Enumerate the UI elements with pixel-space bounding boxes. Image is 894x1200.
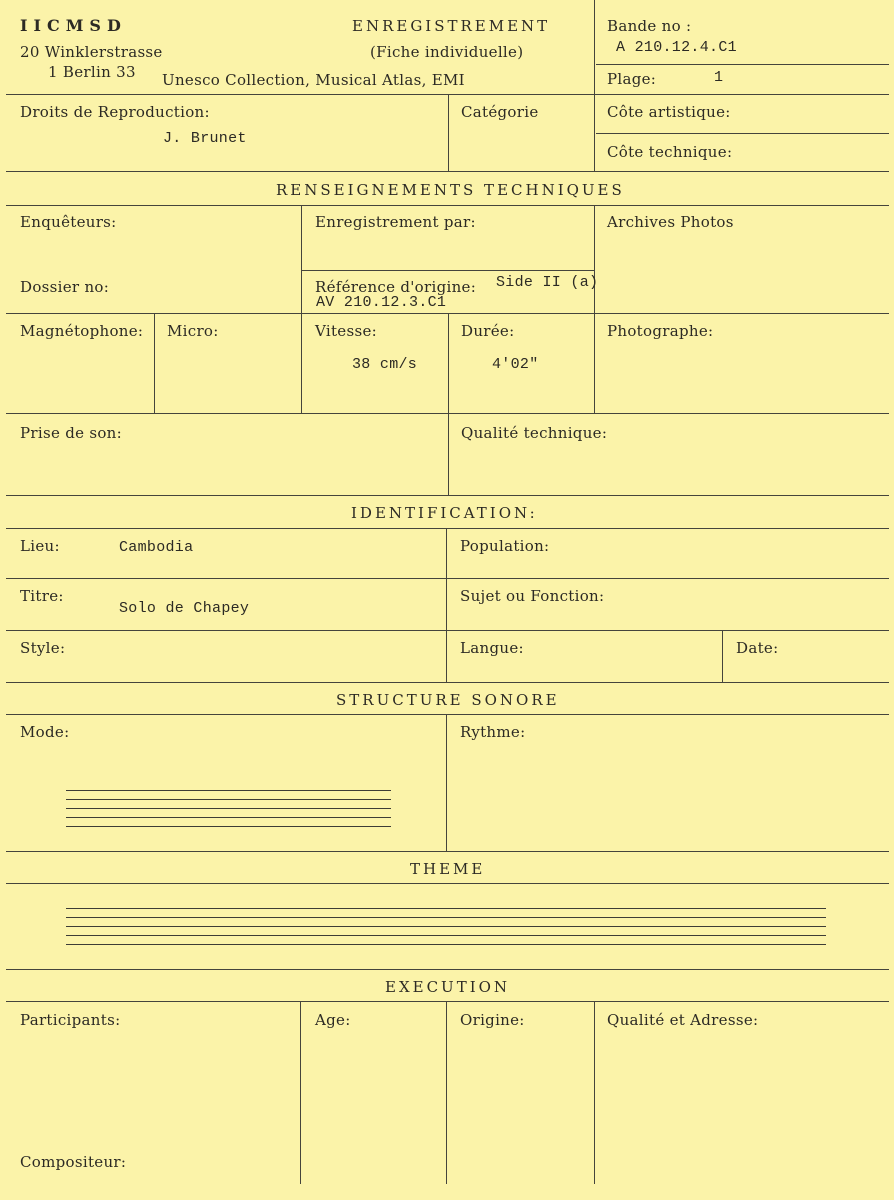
sujet-label: Sujet ou Fonction: <box>460 587 605 605</box>
origine-label: Origine: <box>460 1011 525 1029</box>
rule <box>446 714 447 851</box>
date-label: Date: <box>736 639 779 657</box>
titre-label: Titre: <box>20 587 64 605</box>
titre-value: Solo de Chapey <box>119 600 250 617</box>
photographe-label: Photographe: <box>607 322 714 340</box>
staff-line <box>66 926 826 927</box>
qualite-technique-label: Qualité technique: <box>461 424 608 442</box>
reference-side: Side II (a) <box>496 274 599 291</box>
section-title-execution: EXECUTION <box>385 978 511 996</box>
form-title: ENREGISTREMENT <box>352 17 551 35</box>
rule <box>6 205 889 206</box>
section-title-theme: THEME <box>410 860 486 878</box>
magnetophone-label: Magnétophone: <box>20 322 144 340</box>
rule <box>6 1001 889 1002</box>
categorie-label: Catégorie <box>461 103 539 121</box>
rule <box>446 1001 447 1184</box>
rule <box>302 270 594 271</box>
section-title-technique: RENSEIGNEMENTS TECHNIQUES <box>276 181 625 199</box>
rule <box>446 528 447 682</box>
prise-de-son-label: Prise de son: <box>20 424 122 442</box>
population-label: Population: <box>460 537 550 555</box>
rule <box>596 64 889 65</box>
rule <box>448 94 449 171</box>
duree-value: 4'02" <box>492 356 539 373</box>
staff-line <box>66 790 391 791</box>
staff-line <box>66 799 391 800</box>
staff-line <box>66 826 391 827</box>
plage-value: 1 <box>714 69 724 86</box>
rule <box>6 171 889 172</box>
qualite-adresse-label: Qualité et Adresse: <box>607 1011 759 1029</box>
staff-line <box>66 917 826 918</box>
staff-line <box>66 908 826 909</box>
bande-label: Bande no : <box>607 17 692 35</box>
mode-label: Mode: <box>20 723 70 741</box>
bande-value: A 210.12.4.C1 <box>616 39 737 56</box>
reference-label: Référence d'origine: <box>315 278 477 296</box>
section-title-identification: IDENTIFICATION: <box>351 504 538 522</box>
logo-text: IICMSD <box>20 16 127 35</box>
rule <box>6 851 889 852</box>
plage-label: Plage: <box>607 70 657 88</box>
rule <box>596 133 889 134</box>
vitesse-value: 38 cm/s <box>352 356 418 373</box>
collection-name: Unesco Collection, Musical Atlas, EMI <box>162 71 465 89</box>
institute-logo <box>20 16 127 35</box>
rule <box>594 0 595 171</box>
participants-label: Participants: <box>20 1011 121 1029</box>
vitesse-label: Vitesse: <box>315 322 377 340</box>
rule <box>6 495 889 496</box>
micro-label: Micro: <box>167 322 219 340</box>
rule <box>6 883 889 884</box>
rule <box>6 578 889 579</box>
rule <box>722 630 723 682</box>
rule <box>300 1001 301 1184</box>
rule <box>6 969 889 970</box>
staff-line <box>66 944 826 945</box>
cote-artistique-label: Côte artistique: <box>607 103 731 121</box>
lieu-label: Lieu: <box>20 537 60 555</box>
address-line-1: 20 Winklerstrasse <box>20 43 163 61</box>
lieu-value: Cambodia <box>119 539 194 556</box>
age-label: Age: <box>315 1011 351 1029</box>
cote-technique-label: Côte technique: <box>607 143 733 161</box>
style-label: Style: <box>20 639 66 657</box>
rule <box>6 630 889 631</box>
enqueteurs-label: Enquêteurs: <box>20 213 117 231</box>
staff-line <box>66 817 391 818</box>
langue-label: Langue: <box>460 639 524 657</box>
section-title-structure: STRUCTURE SONORE <box>336 691 560 709</box>
address-line-2: 1 Berlin 33 <box>48 63 136 81</box>
droits-value: J. Brunet <box>163 130 247 147</box>
rule <box>594 1001 595 1184</box>
rule <box>6 682 889 683</box>
rule <box>301 205 302 413</box>
duree-label: Durée: <box>461 322 515 340</box>
staff-line <box>66 808 391 809</box>
rule <box>6 528 889 529</box>
staff-line <box>66 935 826 936</box>
rule <box>6 714 889 715</box>
archives-photos-label: Archives Photos <box>607 213 734 231</box>
rule <box>594 205 595 413</box>
rule <box>154 313 155 413</box>
dossier-label: Dossier no: <box>20 278 110 296</box>
compositeur-label: Compositeur: <box>20 1153 127 1171</box>
droits-label: Droits de Reproduction: <box>20 103 210 121</box>
enregistrement-par-label: Enregistrement par: <box>315 213 476 231</box>
reference-value: AV 210.12.3.C1 <box>316 294 447 311</box>
rythme-label: Rythme: <box>460 723 526 741</box>
rule <box>448 313 449 495</box>
form-subtitle: (Fiche individuelle) <box>370 43 524 61</box>
